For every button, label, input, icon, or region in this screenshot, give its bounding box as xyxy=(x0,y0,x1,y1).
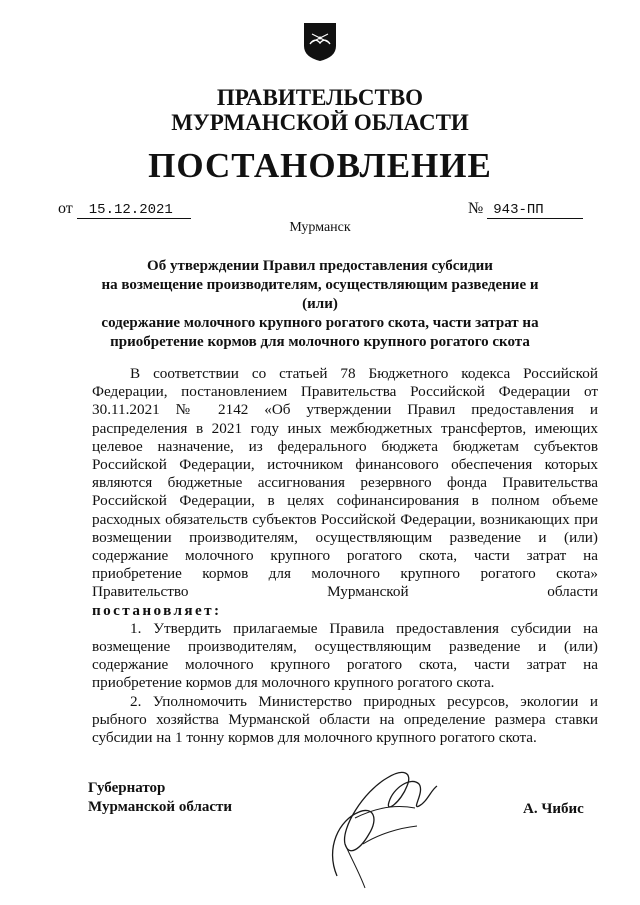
subject-line: Об утверждении Правил предоставления субсидии xyxy=(147,258,493,274)
position-line1: Губернатор xyxy=(88,780,166,796)
number-prefix: № xyxy=(468,200,484,217)
signatory-name: А. Чибис xyxy=(523,801,584,817)
government-name-line2: МУРМАНСКОЙ ОБЛАСТИ xyxy=(171,110,469,135)
resolves-word: постановляет: xyxy=(92,601,222,619)
city-name: Мурманск xyxy=(289,220,351,235)
subject-line: приобретение кормов для молочного крупного рогатого скота xyxy=(110,334,530,350)
number-value: 943-ПП xyxy=(487,202,583,219)
date-field xyxy=(58,200,191,219)
government-name-line1: ПРАВИТЕЛЬСТВО xyxy=(216,85,424,110)
resolution-item-1: 1. Утвердить прилагаемые Правила предоставления субсидии на возмещение производителям, осуществляющим разведение и (или) содержание молочного крупного рогатого скота, части затрат на приобретение кормов для молочного крупного рогатого скота. xyxy=(92,619,598,692)
subject-line: на возмещение производителям, осуществляющим разведение и (или) xyxy=(101,277,539,312)
preamble-paragraph: В соответствии со статьей 78 Бюджетного кодекса Российской Федерации, постановлением Правительства Российской Федерации от 30.11.2021 № 2142 «Об утверждении Правил предоставления и распределения в 2021 году иных межбюджетных трансфертов, имеющих целевое назначение, из федерального бюджета бюджетам субъектов Российской Федерации, источником финансового обеспечения которых являются бюджетные ассигнования резервного фонда Правительства Российской Федерации, в целях софинансирования в полном объеме расходных обязательств субъектов Российской Федерации, возникающих при возмещении производителям, осуществляющим разведение и (или) содержание молочного крупного рогатого скота, части затрат на приобретение кормов для молочного крупного рогатого скота» Правительство Мурманской области xyxy=(92,365,598,601)
signatory-position xyxy=(88,779,232,817)
coat-of-arms-icon xyxy=(303,22,337,62)
document-subject xyxy=(90,257,550,352)
date-prefix: от xyxy=(58,200,73,217)
date-value: 15.12.2021 xyxy=(77,202,191,219)
number-field xyxy=(468,200,583,219)
handwritten-signature xyxy=(315,748,455,898)
subject-line: содержание молочного крупного рогатого скота, части затрат на xyxy=(101,315,539,331)
document-body xyxy=(92,365,598,747)
resolution-item-2: 2. Уполномочить Министерство природных ресурсов, экологии и рыбного хозяйства Мурманской области на определение размера ставки субсидии на 1 тонну кормов для молочного крупного рогатого скота. xyxy=(92,692,598,747)
document-type-title: ПОСТАНОВЛЕНИЕ xyxy=(148,146,492,185)
position-line2: Мурманской области xyxy=(88,799,233,815)
